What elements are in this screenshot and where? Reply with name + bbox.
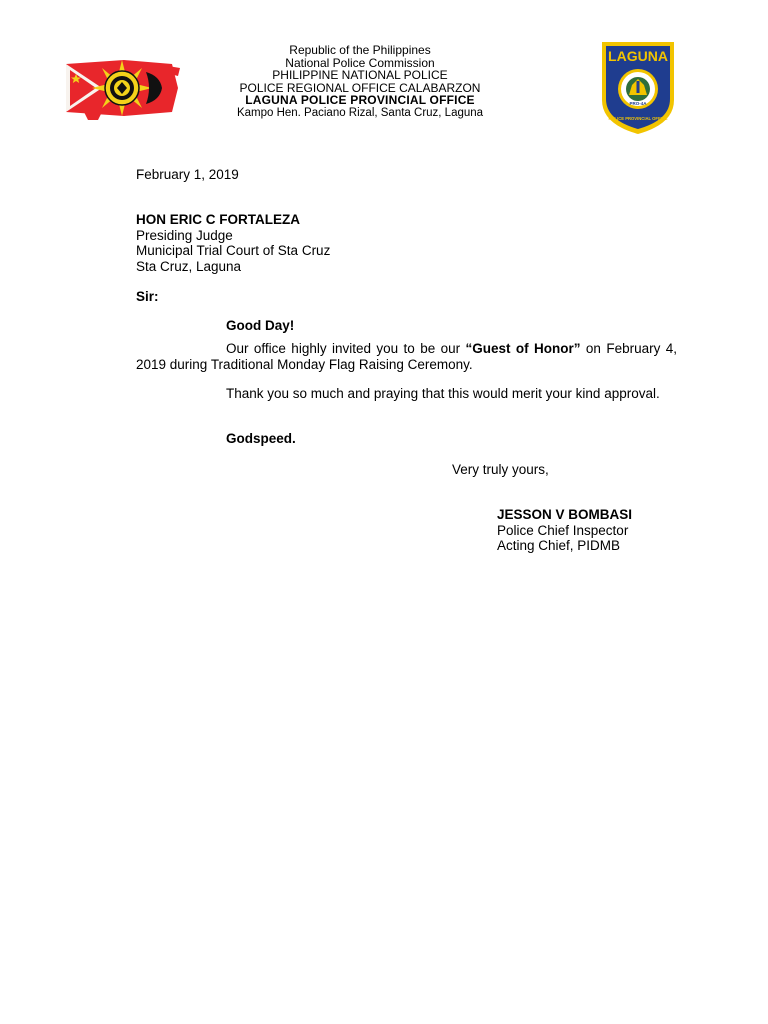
greeting: Good Day! [226, 318, 295, 333]
guest-of-honor-emphasis: “Guest of Honor” [465, 341, 581, 356]
letterhead-region: POLICE REGIONAL OFFICE CALABARZON [239, 80, 481, 95]
letterhead-office: LAGUNA POLICE PROVINCIAL OFFICE [245, 93, 475, 107]
invitation-paragraph [136, 341, 677, 372]
recipient-title: Presiding Judge [136, 227, 233, 243]
recipient-location: Sta Cruz, Laguna [136, 258, 242, 274]
letterhead-agency: PHILIPPINE NATIONAL POLICE [272, 68, 448, 82]
recipient-court: Municipal Trial Court of Sta Cruz [136, 243, 331, 258]
valediction: Very truly yours, [452, 462, 549, 477]
badge-subtitle: PRO-4A [629, 101, 647, 106]
salutation: Sir: [136, 289, 159, 304]
recipient-name: HON ERIC C FORTALEZA [136, 212, 300, 227]
thanks-paragraph: Thank you so much and praying that this would merit your kind approval. [226, 386, 660, 401]
recipient-block [136, 212, 677, 274]
signatory-rank: Police Chief Inspector [497, 522, 629, 538]
pnp-calabarzon-seal-icon [62, 54, 182, 122]
letter-date: February 1, 2019 [136, 167, 239, 182]
invitation-text-before: Our office highly invited you to be our [226, 341, 466, 356]
signatory-position: Acting Chief, PIDMB [497, 538, 621, 553]
laguna-police-badge-icon [598, 38, 678, 136]
signatory-name: JESSON V BOMBASI [497, 507, 633, 522]
badge-ribbon: POLICE PROVINCIAL OFFICE [608, 116, 668, 121]
invitation-text-after: on February 4, 2019 during Traditional Monday Flag Raising Ceremony. [136, 341, 677, 372]
letterhead-address: Kampo Hen. Paciano Rizal, Santa Cruz, Laguna [236, 106, 484, 119]
badge-title: LAGUNA [608, 48, 668, 64]
letterhead-country: Republic of the Philippines [289, 43, 431, 57]
signature-block [497, 507, 632, 554]
closing-blessing: Godspeed. [226, 431, 296, 446]
letterhead-commission: National Police Commission [285, 55, 435, 70]
letterhead [210, 44, 510, 119]
